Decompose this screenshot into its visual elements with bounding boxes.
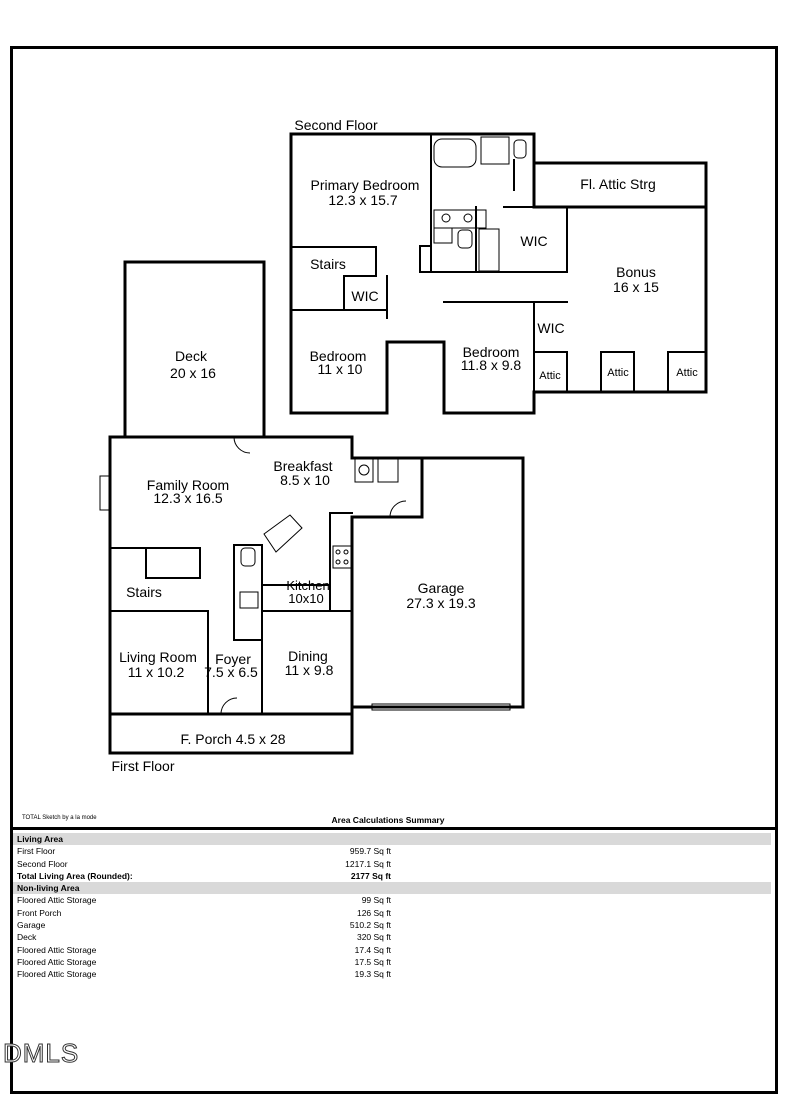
table-row xyxy=(13,956,771,968)
bonus-name: Bonus xyxy=(616,264,656,280)
bathtub-icon xyxy=(479,229,499,271)
shower-icon xyxy=(481,137,509,164)
row-value: 17.4 Sq ft xyxy=(354,944,391,955)
deck-name: Deck xyxy=(175,348,207,364)
table-row xyxy=(13,907,771,919)
wic-primary-name: WIC xyxy=(520,233,548,249)
row-label: Garage xyxy=(17,920,46,931)
bedroom-left-size: 11 x 10 xyxy=(317,361,363,377)
sketch-credit: TOTAL Sketch by a la mode xyxy=(22,815,97,821)
dining-size: 11 x 9.8 xyxy=(284,662,334,678)
door-swing-icon xyxy=(221,698,237,714)
row-value: 959.7 Sq ft xyxy=(349,846,391,857)
row-label: First Floor xyxy=(17,846,56,857)
living-room-size: 11 x 10.2 xyxy=(127,664,185,680)
row-label: Total Living Area (Rounded): xyxy=(17,870,133,881)
summary-divider xyxy=(13,827,775,830)
breakfast-size: 8.5 x 10 xyxy=(280,472,330,488)
table-section-header xyxy=(13,882,771,894)
kitchen-island-sink-icon xyxy=(264,515,302,552)
foyer-size: 7.5 x 6.5 xyxy=(204,664,258,680)
first-floor-label: First Floor xyxy=(111,758,175,774)
area-calculations-table xyxy=(13,833,771,981)
toilet-icon xyxy=(514,140,526,158)
row-label: Floored Attic Storage xyxy=(17,944,97,955)
table-row xyxy=(13,858,771,870)
row-value: 19.3 Sq ft xyxy=(354,969,391,980)
primary-bedroom-name: Primary Bedroom xyxy=(310,177,420,193)
area-summary-title: Area Calculations Summary xyxy=(331,815,445,825)
row-value: 126 Sq ft xyxy=(356,907,391,918)
sink-icon xyxy=(240,592,258,608)
bathtub-icon xyxy=(434,139,476,167)
mls-logo: DMLS xyxy=(3,1038,80,1068)
garage-size: 27.3 x 19.3 xyxy=(406,595,476,611)
attic-1-name: Attic xyxy=(539,370,561,382)
attic-3-name: Attic xyxy=(676,367,698,379)
door-swing-icon xyxy=(234,437,250,453)
toilet-icon xyxy=(458,230,472,248)
table-row xyxy=(13,968,771,980)
sink-icon xyxy=(355,458,373,482)
primary-bedroom-size: 12.3 x 15.7 xyxy=(328,192,398,208)
sink-icon xyxy=(434,228,452,243)
garage-name: Garage xyxy=(417,580,465,596)
wic-bedroom-name: WIC xyxy=(351,288,379,304)
kitchen-size: 10x10 xyxy=(288,591,324,606)
table-row xyxy=(13,931,771,943)
family-room-name: Family Room xyxy=(146,477,230,493)
row-label: Deck xyxy=(17,932,37,943)
row-label: Non-living Area xyxy=(17,883,80,894)
toilet-icon xyxy=(241,548,255,566)
row-label: Floored Attic Storage xyxy=(17,895,97,906)
attic-2-name: Attic xyxy=(607,367,629,379)
table-row xyxy=(13,845,771,857)
stairs-upper-name: Stairs xyxy=(310,256,346,272)
row-value: 1217.1 Sq ft xyxy=(345,858,391,869)
row-label: Floored Attic Storage xyxy=(17,969,97,980)
row-value: 17.5 Sq ft xyxy=(354,956,391,967)
row-value: 510.2 Sq ft xyxy=(349,920,391,931)
dining-name: Dining xyxy=(288,648,328,664)
front-porch-label: F. Porch 4.5 x 28 xyxy=(180,731,286,747)
breakfast-name: Breakfast xyxy=(273,458,333,474)
row-label: Floored Attic Storage xyxy=(17,956,97,967)
family-room-size: 12.3 x 16.5 xyxy=(153,490,223,506)
row-value: 320 Sq ft xyxy=(356,932,391,943)
table-section-header xyxy=(13,833,771,845)
row-value: 99 Sq ft xyxy=(361,895,391,906)
fl-attic-strg-name: Fl. Attic Strg xyxy=(580,176,656,192)
stove-icon xyxy=(333,546,351,568)
row-label: Living Area xyxy=(17,834,63,844)
stairs-lower-name: Stairs xyxy=(126,584,162,600)
table-row xyxy=(13,919,771,931)
bonus-size: 16 x 15 xyxy=(613,279,659,295)
bedroom-middle-name: Bedroom xyxy=(462,344,520,360)
foyer-name: Foyer xyxy=(215,651,251,667)
second-floor-label: Second Floor xyxy=(294,117,378,133)
table-row xyxy=(13,870,771,882)
bedroom-middle-size: 11.8 x 9.8 xyxy=(460,357,522,373)
refrigerator-icon xyxy=(378,458,398,482)
row-label: Second Floor xyxy=(17,858,68,869)
kitchen-name: Kitchen xyxy=(286,578,330,593)
deck-size: 20 x 16 xyxy=(170,365,216,381)
fixtures xyxy=(100,137,526,714)
row-value: 2177 Sq ft xyxy=(350,870,391,881)
table-row xyxy=(13,894,771,906)
living-room-name: Living Room xyxy=(119,649,197,665)
wic-middle-name: WIC xyxy=(537,320,565,336)
bedroom-left-name: Bedroom xyxy=(309,348,367,364)
row-label: Front Porch xyxy=(17,907,62,918)
door-swing-icon xyxy=(390,501,406,517)
table-row xyxy=(13,944,771,956)
